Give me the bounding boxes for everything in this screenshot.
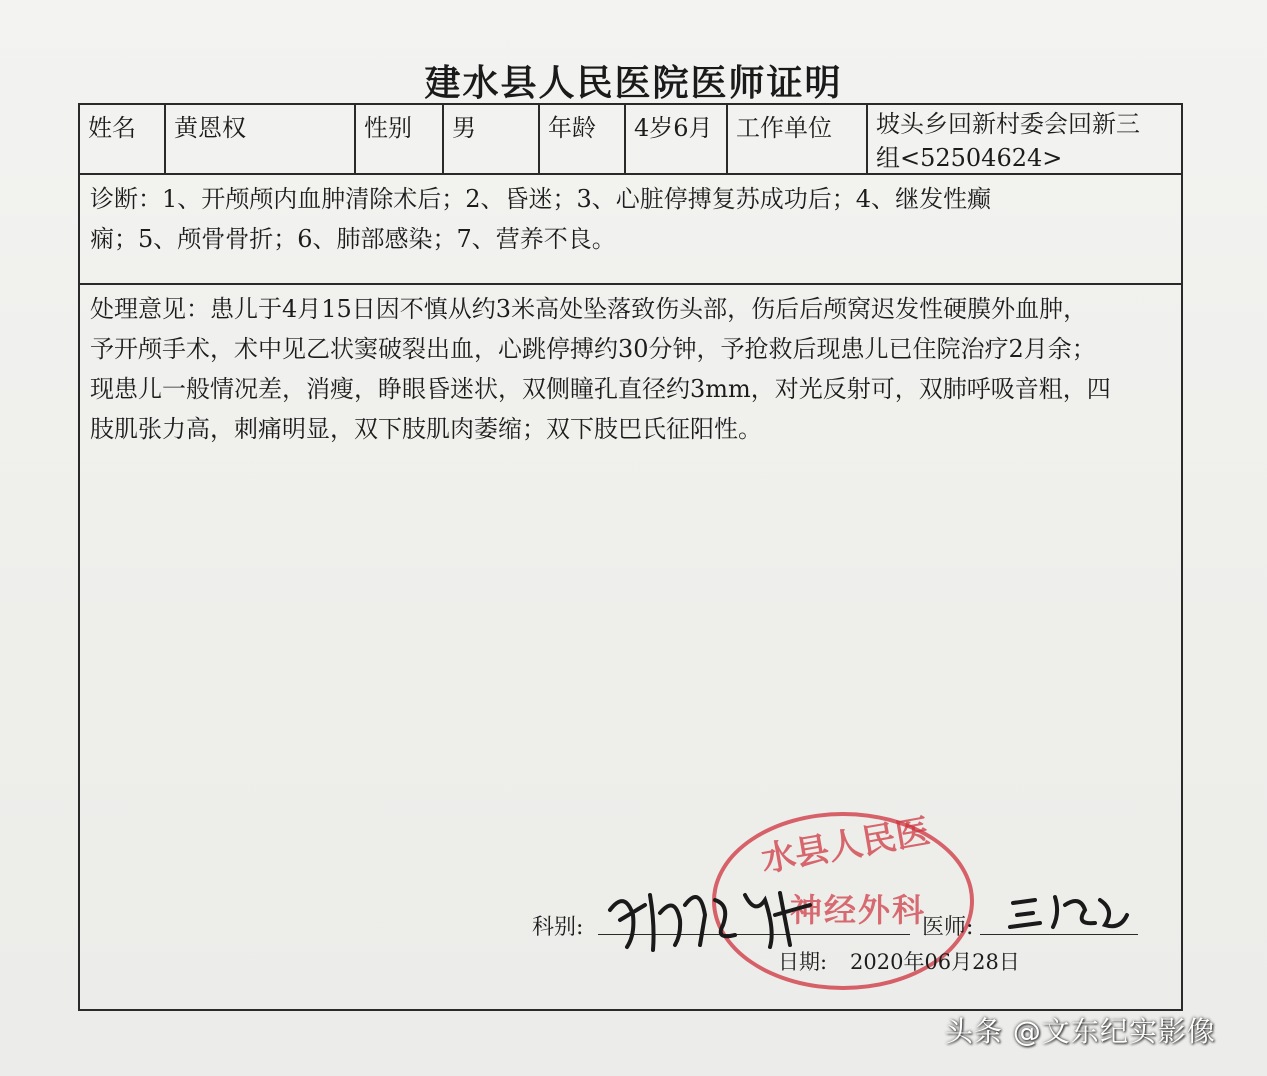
patient-info-row [80, 105, 1181, 175]
work-unit-line-1: 坡头乡回新村委会回新三 [876, 110, 1140, 138]
date-value: 2020年06月28日 [850, 950, 1020, 974]
work-unit-line-2: 组<52504624> [876, 144, 1063, 172]
doctor-label: 医师: [922, 915, 974, 940]
name-label: 姓名 [80, 105, 166, 173]
diagnosis-line-2: 痫；5、颅骨骨折；6、肺部感染；7、营养不良。 [90, 225, 616, 253]
stamp-dept-text: 神经外科 [790, 891, 927, 929]
age-value: 4岁6月 [626, 105, 728, 173]
name-value: 黄恩权 [166, 105, 356, 173]
opinion-line-1: 处理意见：患儿于4月15日因不慎从约3米高处坠落致伤头部，伤后后颅窝迟发性硬膜外血肿， [90, 295, 1088, 323]
sex-value: 男 [444, 105, 540, 173]
sex-label: 性别 [356, 105, 444, 173]
work-unit-label: 工作单位 [728, 105, 868, 173]
diagnosis-section [80, 175, 1181, 285]
department-label: 科别: [532, 915, 584, 940]
stamp-arc-text: 水县人民医 [758, 811, 933, 881]
watermark-text: 头条 @文东纪实影像 [945, 1015, 1216, 1048]
doctor-signature [1005, 885, 1135, 935]
opinion-line-4: 肢肌张力高，刺痛明显，双下肢肌肉萎缩；双下肢巴氏征阳性。 [90, 415, 762, 443]
diagnosis-line-1: 诊断：1、开颅颅内血肿清除术后；2、昏迷；3、心脏停搏复苏成功后；4、继发性癫 [90, 185, 992, 213]
work-unit-value [868, 105, 1181, 173]
opinion-line-2: 予开颅手术，术中见乙状窦破裂出血，心跳停搏约30分钟，予抢救后现患儿已住院治疗2月余； [90, 335, 1096, 363]
department-handwriting [605, 875, 835, 955]
age-label: 年龄 [540, 105, 626, 173]
date-label: 日期: [778, 950, 828, 974]
document-title: 建水县人民医院医师证明 [424, 62, 843, 104]
opinion-line-3: 现患儿一般情况差，消瘦，睁眼昏迷状，双侧瞳孔直径约3mm，对光反射可，双肺呼吸音粗，四 [90, 375, 1111, 403]
